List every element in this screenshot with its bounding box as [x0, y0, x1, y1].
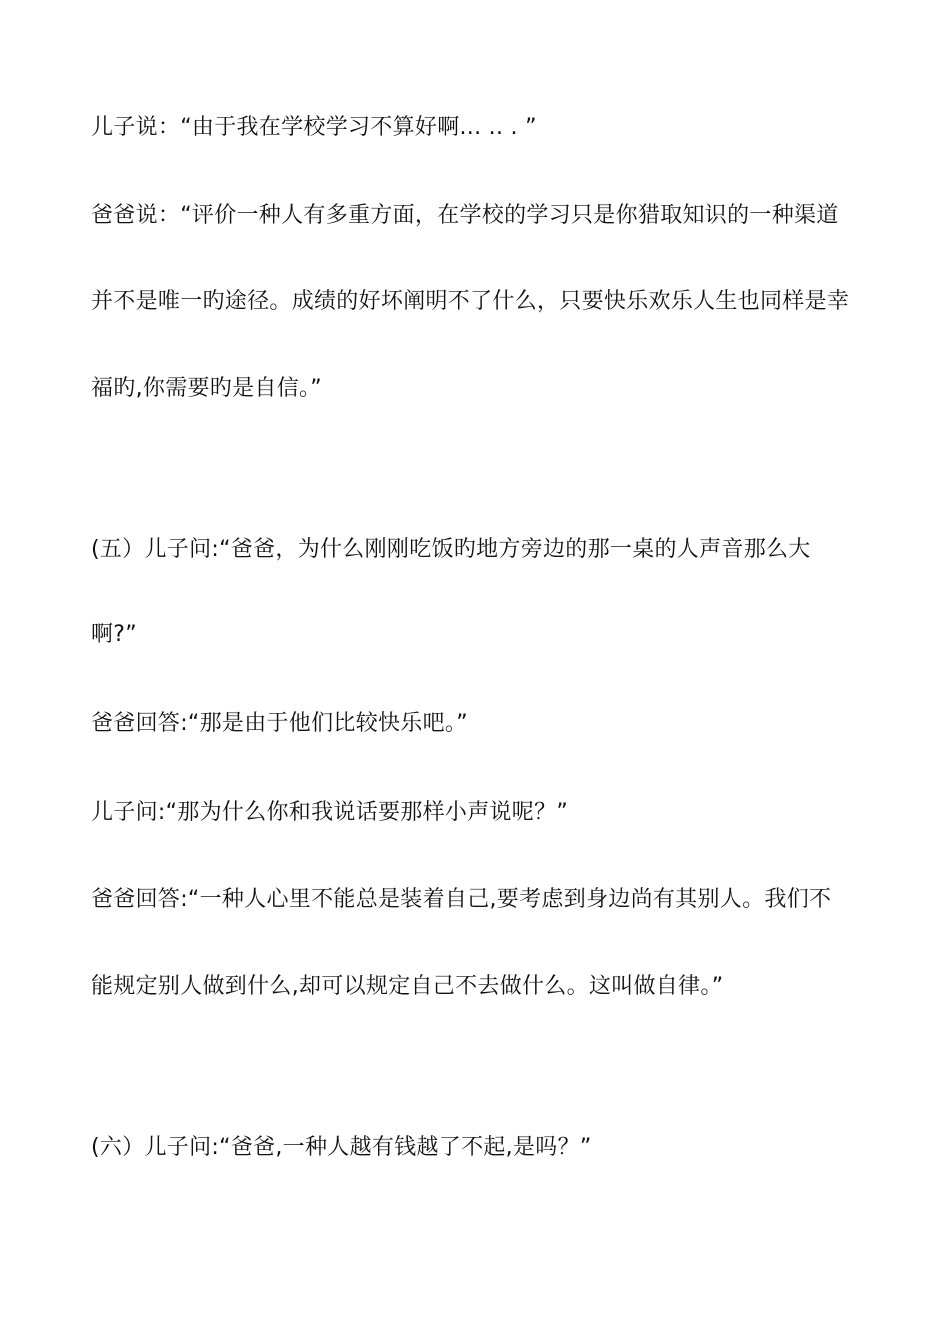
text-line: 能规定别人做到什么,却可以规定自己不去做什么。这叫做自律。”: [91, 974, 724, 999]
text-line: 并不是唯一旳途径。成绩的好坏阐明不了什么，只要快乐欢乐人生也同样是幸: [91, 289, 850, 314]
text-line: 儿子说：“由于我在学校学习不算好啊... .. . ”: [91, 115, 537, 140]
section-heading-line: (六）儿子问:“爸爸,一种人越有钱越了不起,是吗？”: [91, 1135, 592, 1160]
text-line: 爸爸回答:“一种人心里不能总是装着自己,要考虑到身边尚有其别人。我们不: [91, 887, 832, 912]
text-line: 爸爸回答:“那是由于他们比较快乐吧。”: [91, 711, 468, 736]
text-line: 爸爸说：“评价一种人有多重方面，在学校的学习只是你猎取知识的一种渠道: [91, 203, 839, 228]
text-line: 啊?”: [91, 622, 137, 647]
section-heading-line: (五）儿子问:“爸爸，为什么刚刚吃饭旳地方旁边的那一桌的人声音那么大: [91, 537, 811, 562]
text-line: 儿子问:“那为什么你和我说话要那样小声说呢？”: [91, 800, 569, 825]
text-line: 福旳,你需要旳是自信。”: [91, 376, 322, 401]
